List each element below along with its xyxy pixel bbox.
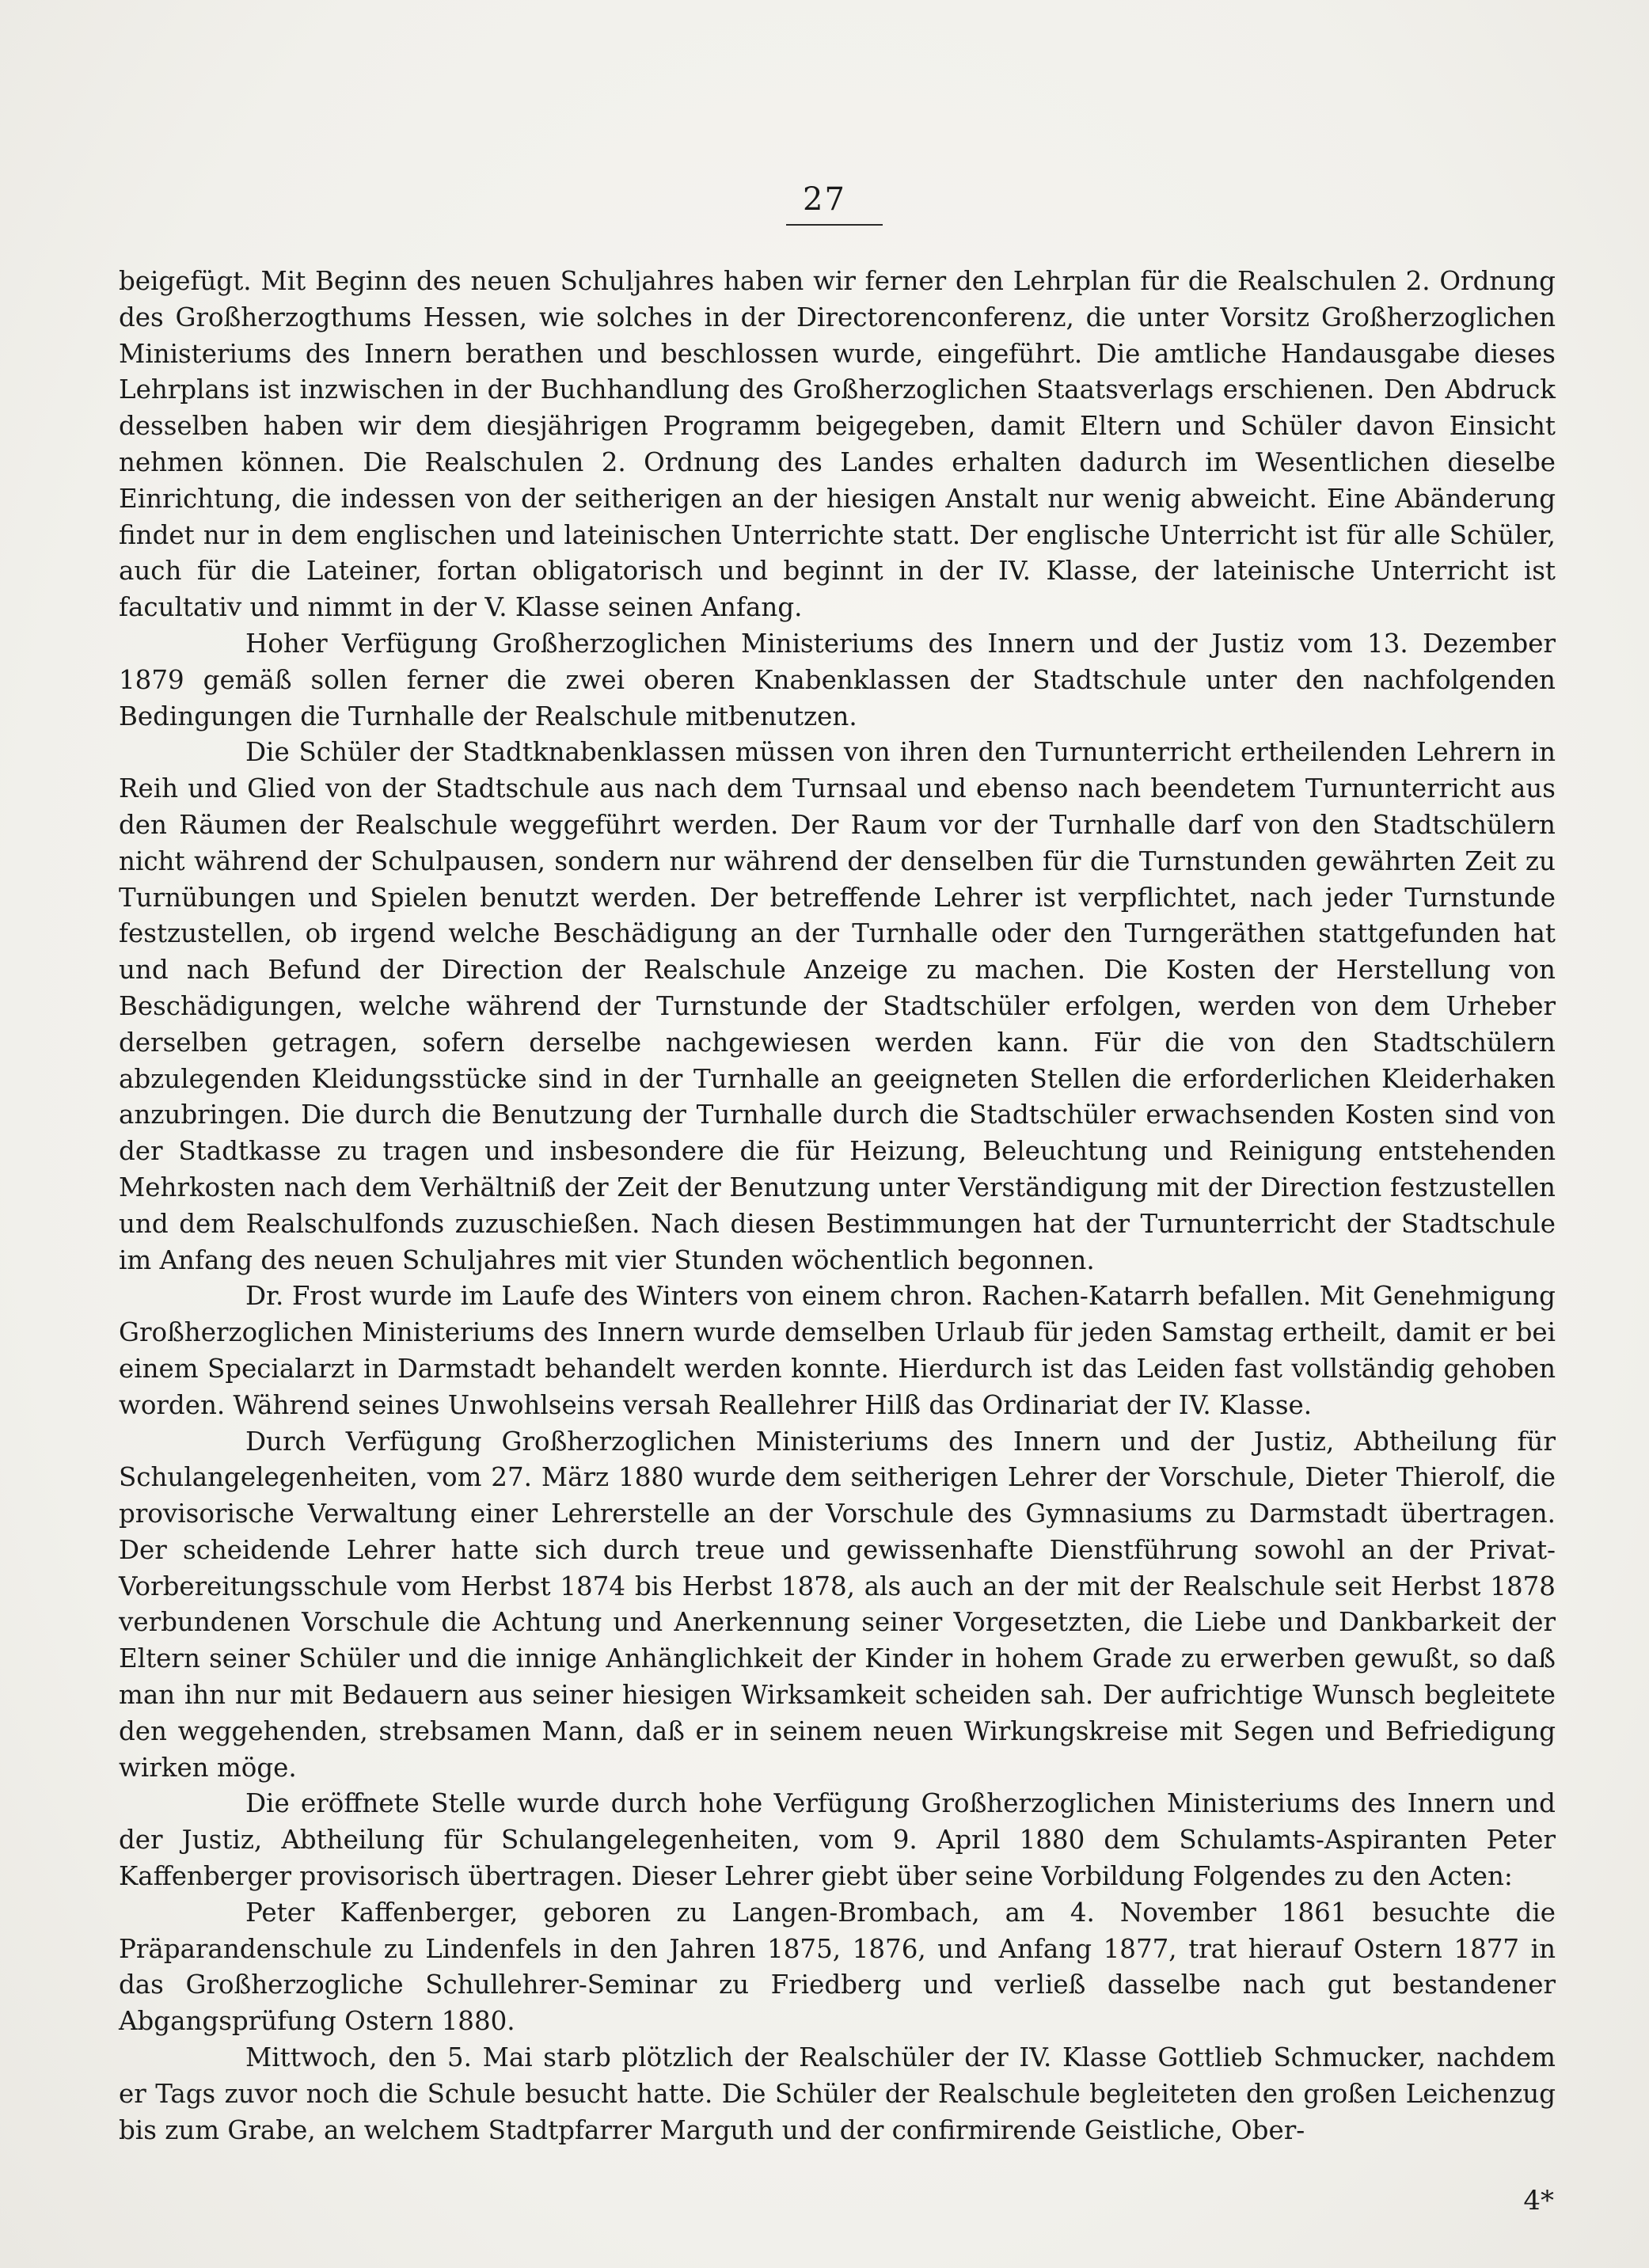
paragraph-turnhalle-bedingungen: Die Schüler der Stadtknabenklassen müssen von ihren den Turnunterricht ertheilenden Lehrern in Reih und Glied von der Stadtschule aus nach dem Turnsaal und ebenso nach beendetem Turnunterricht aus den Räumen der Realschule weggeführt werden. Der Raum vor der Turnhalle darf von den Stadtschülern nicht während der Schulpausen, sondern nur während der denselben für die Turnstunden gewährten Zeit zu Turnübungen und Spielen benutzt werden. Der betreffende Lehrer ist verpflichtet, nach jeder Turnstunde festzustellen, ob irgend welche Beschädigung an der Turnhalle oder den Turngeräthen stattgefunden hat und nach Befund der Direction der Realschule Anzeige zu machen. Die Kosten der Herstellung von Beschädigungen, welche während der Turnstunde der Stadtschüler erfolgen, werden von dem Urheber derselben getragen, sofern derselbe nachgewiesen werden kann. Für die von den Stadtschülern abzulegenden Kleidungsstücke sind in der Turnhalle an geeigneten Stellen die erforderlichen Kleiderhaken anzubringen. Die durch die Benutzung der Turnhalle durch die Stadtschüler erwachsenden Kosten sind von der Stadtkasse zu tragen und insbesondere die für Heizung, Beleuchtung und Reinigung entstehenden Mehrkosten nach dem Verhältniß der Zeit der Benutzung unter Verständigung mit der Direction festzustellen und dem Realschulfonds zuzuschießen. Nach diesen Bestimmungen hat der Turnunterricht der Stadtschule im Anfang des neuen Schuljahres mit vier Stunden wöchentlich begonnen. bbox=[119, 737, 1556, 1275]
paragraph-lehrplan: beigefügt. Mit Beginn des neuen Schuljahres haben wir ferner den Lehrplan für die Realschulen 2. Ordnung des Großherzogthums Hessen, wie solches in der Directorenconferenz, die unter Vorsitz Großherzoglichen Ministeriums des Innern berathen und beschlossen wurde, eingeführt. Die amtliche Handausgabe dieses Lehrplans ist inzwischen in der Buchhandlung des Großherzoglichen Staatsverlags erschienen. Den Abdruck desselben haben wir dem diesjährigen Programm beigegeben, damit Eltern und Schüler davon Einsicht nehmen können. Die Realschulen 2. Ordnung des Landes erhalten dadurch im Wesentlichen dieselbe Einrichtung, die indessen von der seitherigen an der hiesigen Anstalt nur wenig abweicht. Eine Abänderung findet nur in dem englischen und lateinischen Unterrichte statt. Der englische Unterricht ist für alle Schüler, auch für die Lateiner, fortan obligatorisch und beginnt in der IV. Klasse, der lateinische Unterricht ist facultativ und nimmt in der V. Klasse seinen Anfang. bbox=[119, 266, 1556, 623]
page-number: 27 bbox=[803, 181, 846, 218]
paragraph-thierolf: Durch Verfügung Großherzoglichen Ministeriums des Innern und der Justiz, Abtheilung für Schulangelegenheiten, vom 27. März 1880 wurde dem seitherigen Lehrer der Vorschule, Dieter Thierolf, die provisorische Verwaltung einer Lehrerstelle an der Vorschule des Gymnasiums zu Darmstadt übertragen. Der scheidende Lehrer hatte sich durch treue und gewissenhafte Dienstführung sowohl an der Privat-Vorbereitungsschule vom Herbst 1874 bis Herbst 1878, als auch an der mit der Realschule seit Herbst 1878 verbundenen Vorschule die Achtung und Anerkennung seiner Vorgesetzten, die Liebe und Dankbarkeit der Eltern seiner Schüler und die innige Anhänglichkeit der Kinder in hohem Grade zu erwerben gewußt, so daß man ihn nur mit Bedauern aus seiner hiesigen Wirksamkeit scheiden sah. Der aufrichtige Wunsch begleitete den weggehenden, strebsamen Mann, daß er in seinem neuen Wirkungskreise mit Segen und Befriedigung wirken möge. bbox=[119, 1426, 1556, 1783]
paragraph-dr-frost: Dr. Frost wurde im Laufe des Winters von einem chron. Rachen-Katarrh befallen. Mit Genehmigung Großherzoglichen Ministeriums des Innern wurde demselben Urlaub für jeden Samstag ertheilt, damit er bei einem Specialarzt in Darmstadt behandelt werden konnte. Hierdurch ist das Leiden fast vollständig gehoben worden. Während seines Unwohlseins versah Reallehrer Hilß das Ordinariat der IV. Klasse. bbox=[119, 1281, 1556, 1420]
paragraph-schmucker: Mittwoch, den 5. Mai starb plötzlich der Realschüler der IV. Klasse Gottlieb Schmucker, nachdem er Tags zuvor noch die Schule besucht hatte. Die Schüler der Realschule begleiteten den großen Leichenzug bis zum Grabe, an welchem Stadtpfarrer Marguth und der confirmirende Geistliche, Ober- bbox=[119, 2042, 1556, 2145]
paragraph-turnhalle-verfuegung: Hoher Verfügung Großherzoglichen Ministeriums des Innern und der Justiz vom 13. Dezember 1879 gemäß sollen ferner die zwei oberen Knabenklassen der Stadtschule unter den nachfolgenden Bedingungen die Turnhalle der Realschule mitbenutzen. bbox=[119, 628, 1556, 731]
body-text bbox=[119, 264, 1556, 2148]
signature-mark: 4* bbox=[1523, 2185, 1554, 2217]
paragraph-kaffenberger-vorbildung: Peter Kaffenberger, geboren zu Langen-Brombach, am 4. November 1861 besuchte die Präparandenschule zu Lindenfels in den Jahren 1875, 1876, und Anfang 1877, trat hierauf Ostern 1877 in das Großherzogliche Schullehrer-Seminar zu Friedberg und verließ dasselbe nach gut bestandener Abgangsprüfung Ostern 1880. bbox=[119, 1897, 1556, 2037]
paragraph-kaffenberger-uebertragung: Die eröffnete Stelle wurde durch hohe Verfügung Großherzoglichen Ministeriums des Innern und der Justiz, Abtheilung für Schulangelegenheiten, vom 9. April 1880 dem Schulamts-Aspiranten Peter Kaffenberger provisorisch übertragen. Dieser Lehrer giebt über seine Vorbildung Folgendes zu den Acten: bbox=[119, 1788, 1556, 1892]
page-number-rule bbox=[786, 224, 883, 226]
